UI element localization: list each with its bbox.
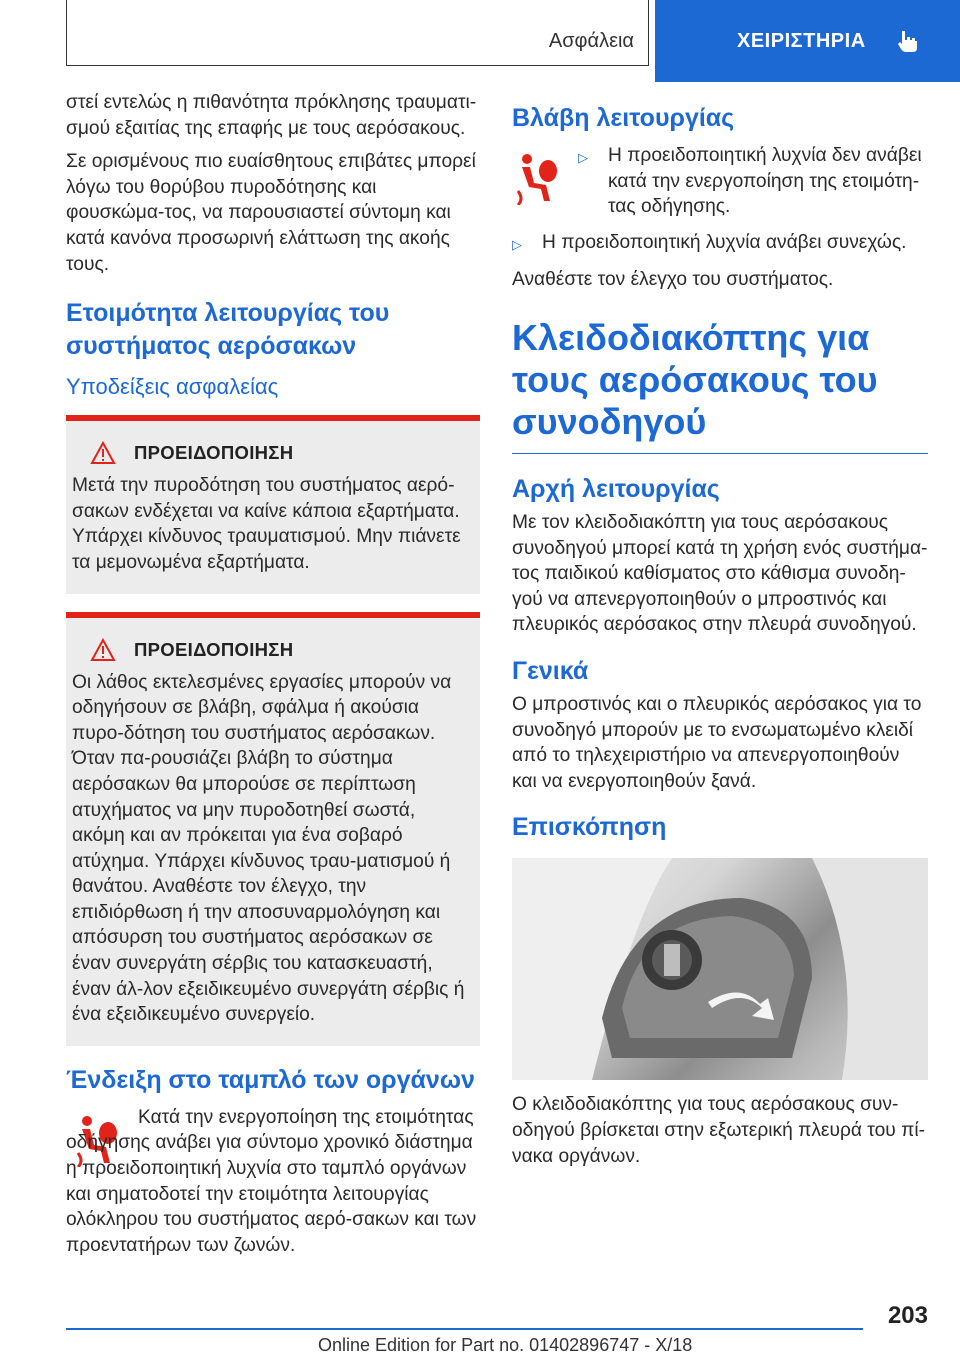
heading-general: Γενικά: [512, 656, 589, 685]
warning-title-1: [72, 441, 466, 465]
warning-box-1: [66, 415, 480, 593]
bullet-triangle-icon: ▷: [578, 150, 588, 165]
warning-title-2: [72, 638, 466, 662]
fault-bullet-2-text: Η προειδοποιητική λυχνία ανάβει συνεχώς.: [542, 231, 907, 253]
general-text: Ο μπροστινός και ο πλευρικός αερόσακος για το συνοδηγό μπορούν με το ενσωματωμένο κλειδί από το τηλεχειριστήριο να απενεργοποιηθούν και να ενεργοποιηθούν ξανά.: [512, 693, 922, 792]
warning-text-2: Οι λάθος εκτελεσμένες εργασίες μπορούν να οδηγήσουν σε βλάβη, σφάλμα ή ακούσια πυρο-δότηση του συστήματος αερόσακων. Όταν πα-ρουσιάζει βλάβη το σύστημα αερόσακων θα μπορούσε σε περίπτωση ατυχήματος να μην πυροδοτηθεί σωστά, ακόμη και αν πρόκειται για ένα σοβαρό ατύχημα. Υπάρχει κίνδυνος τραυ-ματισμού ή θανάτου. Αναθέστε τον έλεγχο, την επιδιόρθωση ή την αποσυναρμολόγηση και απόσυρση του συστήματος αερόσακων σε έναν συνεργάτη σέρβις του κατασκευαστή, έναν άλ-λον εξειδικευμένο συνεργάτη σέρβις ή ένα εξειδικευμένο συνεργείο.: [72, 671, 465, 1026]
heading-instrument-indicator: Ένδειξη στο ταμπλό των οργάνων: [66, 1065, 475, 1094]
indicator-text: Κατά την ενεργοποίηση της ετοιμότητας οδήγησης ανάβει για σύντομο χρονικό διάστημα η προειδοποιητική λυχνία στο ταμπλό οργάνων και σηματοδοτεί την ετοιμότητα λειτουργίας ολόκληρου του συστήματος αερό-σακων και των προεντατήρων των ζωνών.: [66, 1106, 477, 1256]
principle-text: Με τον κλειδοδιακόπτη για τους αερόσακους συνοδηγού μπορεί κατά τη χρήση ενός συστήμα-τος παιδικού καθίσματος στο κάθισμα συνοδη-γού να απενεργοποιηθούν ο μπροστινός και πλευρικός αερόσακος στην πλευρά συνοδηγού.: [512, 511, 928, 636]
header-section-title: Ασφάλεια: [548, 30, 634, 52]
fault-action: Αναθέστε τον έλεγχο του συστήματος.: [512, 269, 834, 291]
heading-readiness: Ετοιμότητα λειτουργίας του συστήματος αερόσακων: [66, 299, 390, 361]
indicator-row: [66, 1105, 480, 1267]
airbag-key-switch-photo: [512, 858, 928, 1080]
warning-title-text-1: ΠΡΟΕΙΔΟΠΟΙΗΣΗ: [134, 442, 294, 464]
page-number: 203: [887, 1302, 928, 1329]
fault-row: [512, 143, 928, 230]
airbag-warning-icon: [516, 151, 562, 205]
warning-triangle-icon: [90, 638, 116, 662]
heading-safety-notes: Υποδείξεις ασφαλείας: [66, 374, 279, 400]
fault-bullet-2: [512, 230, 928, 258]
heading-passenger-airbag-switch: Κλειδοδιακόπτης για τους αερόσακους του συνοδηγού: [512, 317, 928, 454]
bullet-triangle-icon: ▷: [512, 236, 522, 252]
fault-bullets: [578, 143, 928, 230]
warning-box-2: [66, 612, 480, 1046]
header-chapter-tab[interactable]: [655, 0, 960, 82]
heading-principle: Αρχή λειτουργίας: [512, 474, 720, 503]
right-column: [512, 90, 928, 1177]
key-switch-illustration: [512, 858, 928, 1080]
header-section-box: [66, 0, 649, 66]
warning-text-1: Μετά την πυροδότηση του συστήματος αερό-σακων ενδέχεται να καίνε κάποια εξαρτήματα. Υπάρχει κίνδυνος τραυματισμού. Μην πιάνετε τα μεμονωμένα εξαρτήματα.: [72, 475, 461, 573]
intro-paragraph-2: Σε ορισμένους πιο ευαίσθητους επιβάτες μπορεί λόγω του θορύβου πυροδότησης και φουσκώμα-τος, να παρουσιαστεί σύντομη και κατά κανόνα προσωρινή ελάττωση της ακοής τους.: [66, 151, 476, 275]
photo-caption: Ο κλειδοδιακόπτης για τους αερόσακους συν-οδηγού βρίσκεται στην εξωτερική πλευρά του πί-νακα οργάνων.: [512, 1094, 925, 1167]
fault-bullet-1: [578, 143, 928, 220]
left-column: [66, 90, 480, 1266]
warning-title-text-2: ΠΡΟΕΙΔΟΠΟΙΗΣΗ: [134, 638, 294, 660]
header-chapter-label: ΧΕΙΡΙΣΤΗΡΙΑ: [737, 30, 866, 52]
page-header: [0, 0, 960, 66]
hand-pointer-icon: [895, 28, 921, 54]
footer-rule: [66, 1328, 863, 1330]
heading-overview: Επισκόπηση: [512, 813, 667, 842]
warning-triangle-icon: [90, 441, 116, 465]
intro-paragraph-1: στεί εντελώς η πιθανότητα πρόκλησης τραυματι-σμού εξαιτίας της επαφής με τους αερόσακους.: [66, 92, 477, 139]
heading-fault: Βλάβη λειτουργίας: [512, 104, 735, 132]
footer-edition: Online Edition for Part no. 01402896747 - X/18: [318, 1335, 693, 1355]
fault-bullet-1-text: Η προειδοποιητική λυχνία δεν ανάβει κατά την ενεργοποίηση της ετοιμότη-τας οδήγησης.: [608, 145, 922, 218]
